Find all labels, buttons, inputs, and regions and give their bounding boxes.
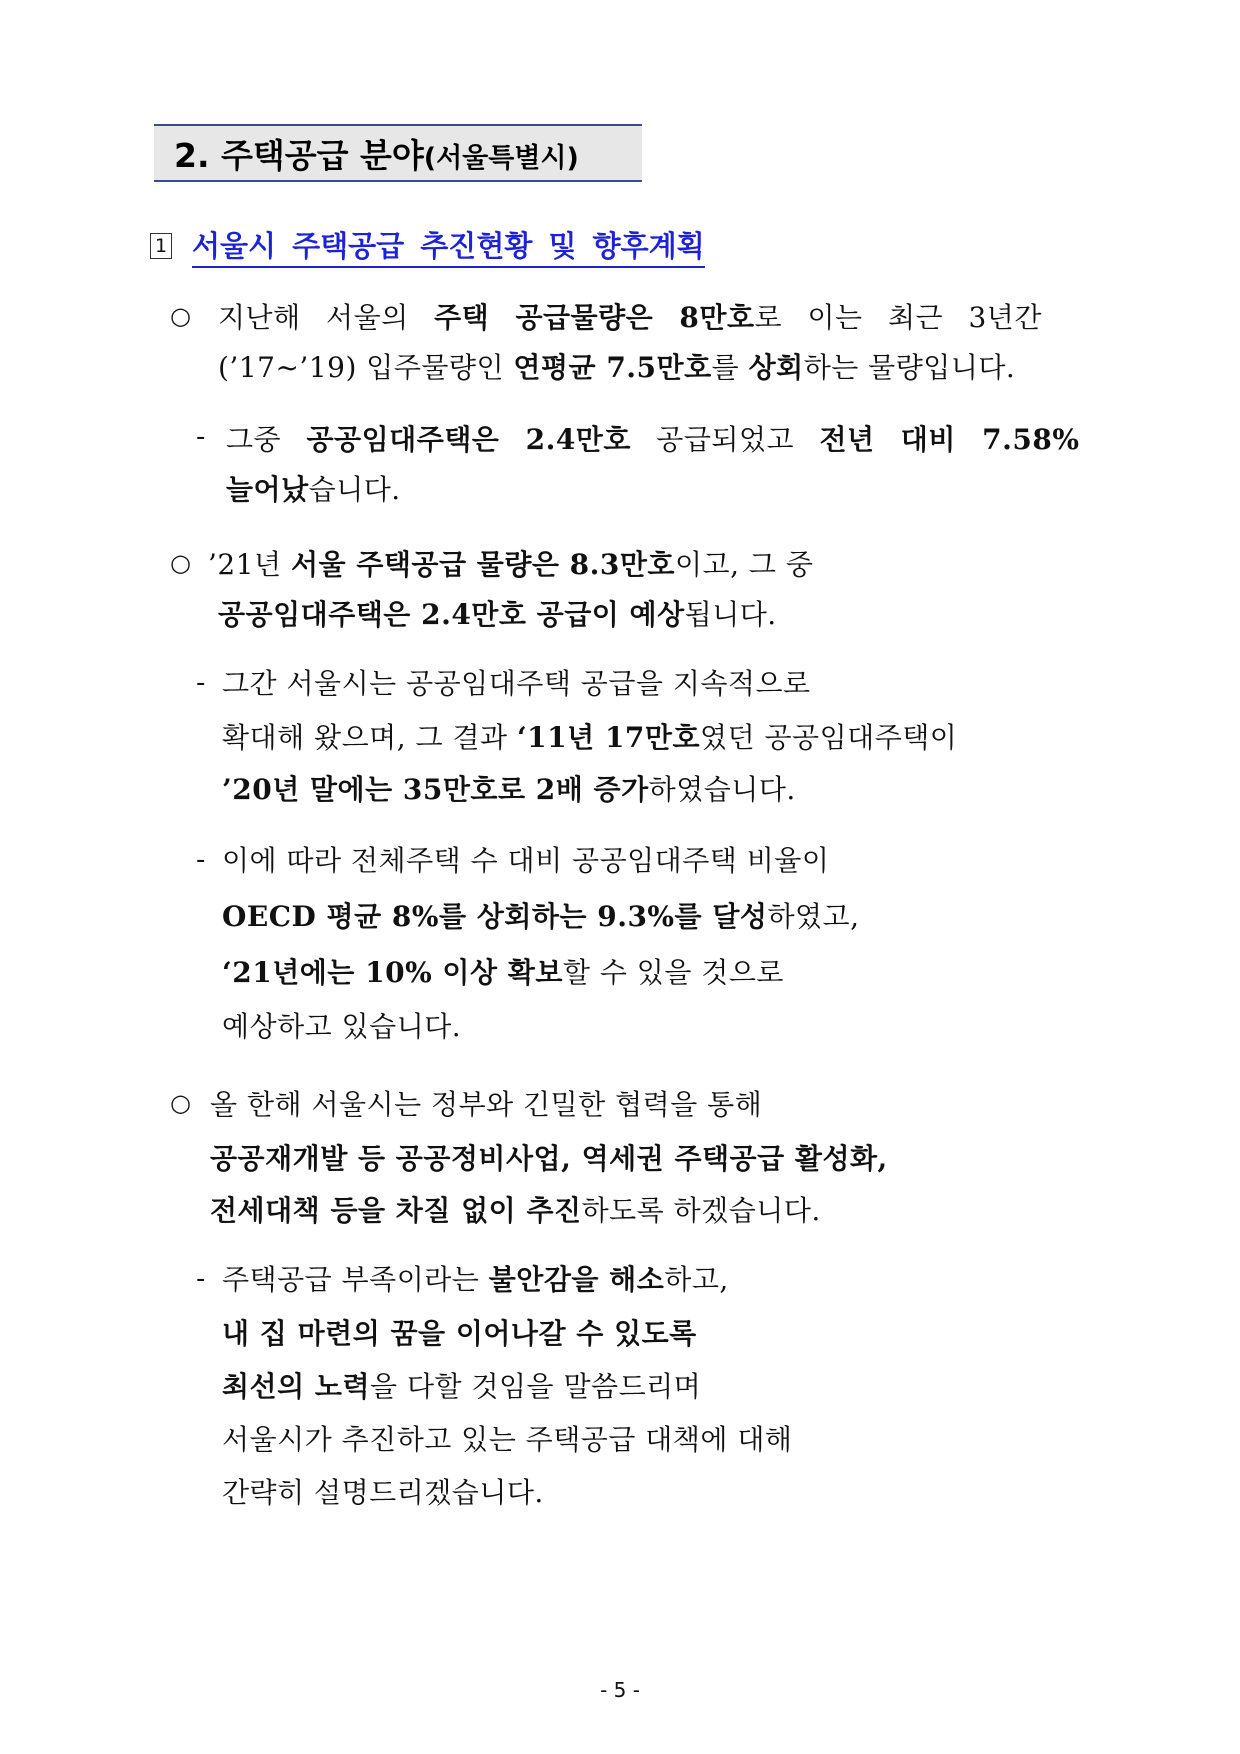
- text-run: 공공임대주택은 2.4만호: [306, 423, 631, 456]
- text-run: 하고,: [664, 1263, 729, 1296]
- dash-marker: -: [196, 845, 206, 875]
- text-run: 공공재개발 등 공공정비사업, 역세권 주택공급 활성화,: [210, 1142, 888, 1175]
- bullet-2-line-2: [218, 593, 777, 633]
- text-run: 서울시가 추진하고 있는 주택공급 대책에 대해: [222, 1423, 793, 1456]
- page-title-main: 2. 주택공급 분야: [174, 135, 424, 175]
- text-run: ‘11년 17만호: [516, 721, 701, 754]
- text-run: 을 다할 것임을 말씀드리며: [370, 1370, 702, 1403]
- bullet-2-dash-1-line-1: [222, 662, 811, 702]
- text-run: 올 한해 서울시는 정부와 긴밀한 협력을 통해: [210, 1088, 763, 1121]
- text-run: 이고, 그 중: [674, 548, 814, 581]
- text-run: 예상하고 있습니다.: [222, 1010, 462, 1043]
- bullet-2-dash-2-line-4: [222, 1005, 461, 1045]
- subsection-number: 1: [150, 233, 172, 259]
- text-run: 하였습니다.: [648, 773, 796, 806]
- subsection-heading: [150, 224, 705, 268]
- circle-bullet-marker: ○: [170, 549, 191, 577]
- text-run: ‘21년에는 10% 이상 확보: [222, 956, 563, 989]
- bullet-3-line-3: [210, 1189, 821, 1229]
- text-run: 주택공급 부족이라는: [222, 1263, 489, 1296]
- text-run: 로 이는 최근 3년간: [754, 301, 1042, 334]
- text-run: 지난해 서울의: [218, 301, 435, 334]
- text-run: 를: [711, 351, 749, 384]
- bullet-3-dash-1-line-4: [222, 1418, 792, 1458]
- bullet-2-dash-2-line-3: [222, 951, 784, 991]
- bullet-3-dash-1-line-1: [222, 1258, 729, 1298]
- bullet-3-dash-1-line-3: [222, 1365, 701, 1405]
- dash-marker: -: [196, 422, 206, 452]
- text-run: 간략히 설명드리겠습니다.: [222, 1476, 544, 1509]
- page-title: [174, 130, 579, 177]
- bullet-1-dash-1-line-2: [226, 468, 401, 508]
- text-run: 할 수 있을 것으로: [562, 956, 784, 989]
- text-run: 였던 공공임대주택이: [700, 721, 958, 754]
- text-run: 하는 물량입니다.: [803, 351, 1016, 384]
- text-run: 됩니다.: [684, 598, 777, 631]
- page-number: - 5 -: [600, 1678, 640, 1702]
- text-run: 전세대책 등을 차질 없이 추진: [210, 1194, 582, 1227]
- bullet-3-line-1: [210, 1083, 762, 1123]
- bullet-3-line-2: [210, 1137, 888, 1177]
- bullet-2-dash-2-line-2: [222, 895, 859, 935]
- text-run: 이에 따라 전체주택 수 대비 공공임대주택 비율이: [222, 844, 830, 877]
- text-run: 서울 주택공급 물량은 8.3만호: [290, 548, 675, 581]
- bullet-2-line-1: [208, 543, 813, 583]
- text-run: OECD 평균 8%를 상회하는 9.3%를 달성: [222, 900, 768, 933]
- bullet-2-dash-2-line-1: [222, 839, 829, 879]
- text-run: (’17~’19) 입주물량인: [218, 351, 514, 384]
- bullet-1-dash-1-line-1: [226, 418, 1079, 458]
- text-run: 전년 대비 7.58%: [819, 423, 1080, 456]
- text-run: 공급되었고: [630, 423, 820, 456]
- bullet-1-line-1: [218, 296, 1042, 336]
- page-title-sub: (서울특별시): [423, 142, 579, 174]
- text-run: 하였고,: [767, 900, 860, 933]
- bullet-2-dash-1-line-3: [222, 768, 796, 808]
- section-title-box: [154, 124, 642, 182]
- dash-marker: -: [196, 1264, 206, 1294]
- text-run: 하도록 하겠습니다.: [581, 1194, 821, 1227]
- text-run: ’21년: [208, 548, 291, 581]
- text-run: 주택 공급물량은 8만호: [434, 301, 755, 334]
- circle-bullet-marker: ○: [170, 1089, 191, 1117]
- text-run: 최선의 노력: [222, 1370, 370, 1403]
- bullet-3-dash-1-line-5: [222, 1471, 544, 1511]
- circle-bullet-marker: ○: [170, 302, 191, 330]
- text-run: 확대해 왔으며, 그 결과: [222, 721, 517, 754]
- text-run: ’20년 말에는 35만호로 2배 증가: [222, 773, 649, 806]
- dash-marker: -: [196, 668, 206, 698]
- text-run: 내 집 마련의 꿈을 이어나갈 수 있도록: [222, 1317, 697, 1350]
- subsection-title: 서울시 주택공급 추진현황 및 향후계획: [192, 224, 705, 268]
- text-run: 늘어났: [226, 473, 309, 506]
- text-run: 그중: [226, 423, 307, 456]
- text-run: 상회: [748, 351, 804, 384]
- text-run: 연평균 7.5만호: [513, 351, 712, 384]
- bullet-1-line-2: [218, 346, 1015, 386]
- text-run: 습니다.: [308, 473, 401, 506]
- bullet-3-dash-1-line-2: [222, 1312, 697, 1352]
- text-run: 그간 서울시는 공공임대주택 공급을 지속적으로: [222, 667, 811, 700]
- bullet-2-dash-1-line-2: [222, 716, 957, 756]
- text-run: 공공임대주택은 2.4만호 공급이 예상: [218, 598, 685, 631]
- text-run: 불안감을 해소: [488, 1263, 665, 1296]
